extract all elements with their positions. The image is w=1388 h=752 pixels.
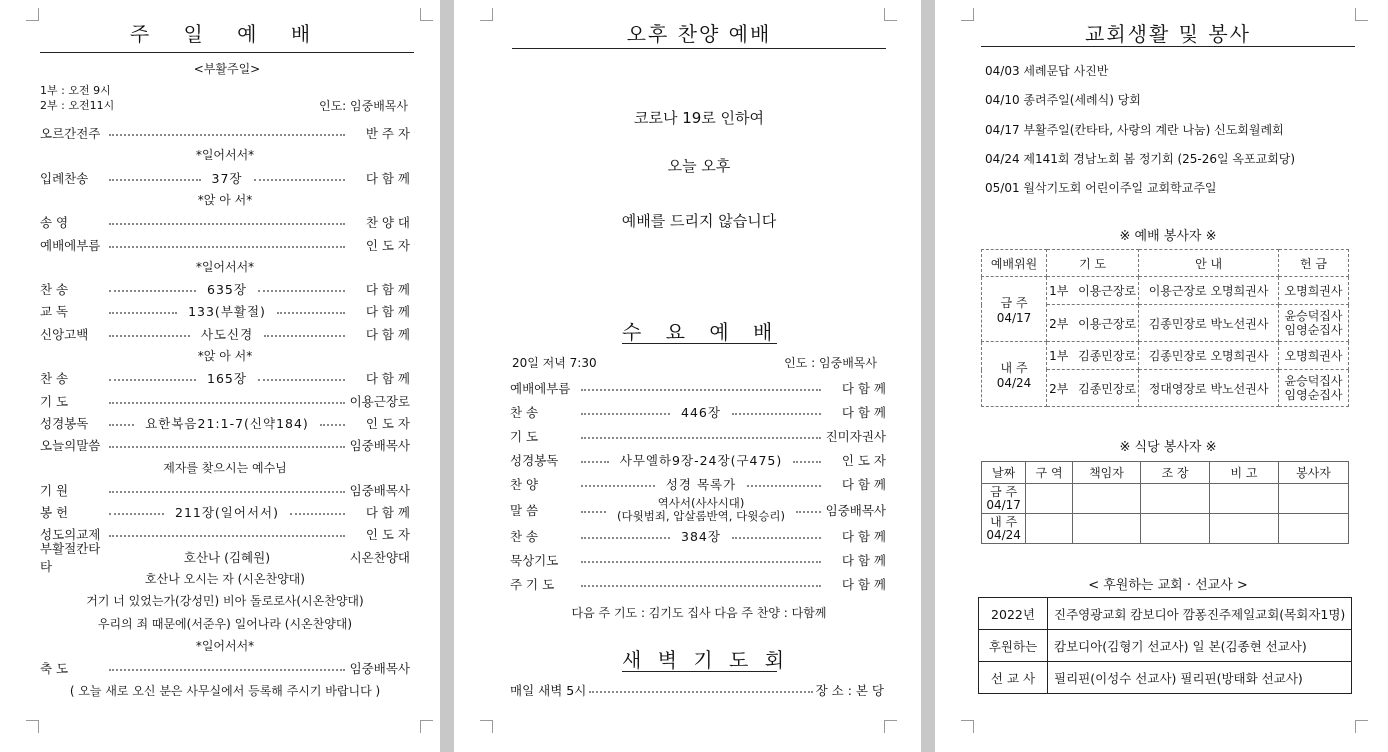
order-item xyxy=(510,574,886,593)
order-item-label: 입례찬송 xyxy=(40,170,89,186)
order-item xyxy=(510,526,886,545)
order-item-label: 찬 송 xyxy=(510,528,539,544)
order-item-person: 임중배목사 xyxy=(349,482,410,498)
col-committee: 예배위원 xyxy=(982,250,1047,277)
support-label: 후원하는 xyxy=(979,630,1048,662)
church-life-rule xyxy=(981,46,1355,47)
guide-names: 김종민장로 오명희권사 xyxy=(1139,342,1279,370)
order-item-label: 부활절칸타타 xyxy=(40,540,101,574)
table-row xyxy=(979,630,1352,662)
order-item-person: 다 함 께 xyxy=(365,505,410,521)
order-item-label: 성경봉독 xyxy=(510,452,559,468)
order-item-person: 다 함 께 xyxy=(841,528,886,544)
order-item-person: 인 도 자 xyxy=(365,527,410,543)
col-date: 날짜 xyxy=(982,462,1026,484)
order-item-label: 성도의교제 xyxy=(40,527,101,543)
order-item-person: 다 함 께 xyxy=(365,282,410,298)
order-item-detail: 호산나 (김혜원) xyxy=(183,549,271,565)
dawn-title-rule xyxy=(622,671,777,672)
table-row xyxy=(982,484,1349,514)
order-item-detail: 635장 xyxy=(199,280,255,298)
page-sunday-worship xyxy=(0,0,440,752)
order-item xyxy=(40,124,410,142)
sunday-subtitle: <부활주일> xyxy=(193,62,261,76)
order-item-label: 찬 송 xyxy=(510,404,539,420)
service-part: 2부 xyxy=(1049,381,1069,396)
col-prayer: 기 도 xyxy=(1047,250,1139,277)
order-item-person: 다 함 께 xyxy=(841,380,886,396)
order-item-person: 찬 양 대 xyxy=(365,215,410,231)
order-item-label: 기 원 xyxy=(40,482,69,498)
offering-name: 임영순집사 xyxy=(1284,323,1343,338)
order-item xyxy=(40,481,410,499)
order-item-label: 성경봉독 xyxy=(40,415,89,431)
order-item xyxy=(40,213,410,231)
week-date: 04/24 xyxy=(986,527,1021,542)
next-week-note: 다음 주 기도 : 김기도 집사 다음 주 찬양 : 다함께 xyxy=(571,606,827,620)
table-row xyxy=(979,662,1352,694)
order-note: 호산나 오시는 자 (시온찬양대) xyxy=(145,572,305,586)
order-item-person: 시온찬양대 xyxy=(349,549,410,565)
page-afternoon-wednesday xyxy=(454,0,921,752)
support-text: 진주영광교회 캄보디아 깜퐁진주제일교회(목회자1명) xyxy=(1048,598,1352,630)
support-title: < 후원하는 교회 · 선교사 > xyxy=(1088,578,1248,593)
order-item xyxy=(40,540,410,574)
sunday-worship-title: 주 일 예 배 xyxy=(129,22,325,46)
col-manager: 책임자 xyxy=(1072,462,1140,484)
prayer-name: 김종민장로 xyxy=(1078,381,1137,396)
dawn-prayer-title: 새 벽 기 도 회 xyxy=(622,648,790,672)
service-time-2: 2부 : 오전11시 xyxy=(40,99,115,112)
order-note: 제자를 찾으시는 예수님 xyxy=(163,460,287,475)
order-item-person: 다 함 께 xyxy=(841,404,886,420)
guide-names: 이용근장로 오명희권사 xyxy=(1139,277,1279,305)
order-item xyxy=(40,169,410,187)
order-note: *일어서서* xyxy=(195,638,255,653)
support-table xyxy=(978,597,1352,694)
kitchen-volunteers-table xyxy=(981,461,1349,544)
col-guide: 안 내 xyxy=(1139,250,1279,277)
order-item xyxy=(40,392,410,410)
order-note: 거기 너 있었는가(강성민) 비아 돌로로사(시온찬양대) xyxy=(86,594,364,609)
order-item xyxy=(40,659,410,677)
prayer-name: 이용근장로 xyxy=(1078,316,1137,331)
offering-name: 오명희권사 xyxy=(1279,342,1349,370)
order-item-detail: 37장 xyxy=(204,169,251,187)
order-item xyxy=(40,414,410,432)
order-note: ( 오늘 새로 오신 분은 사무실에서 등록해 주시기 바랍니다 ) xyxy=(69,683,381,698)
service-part: 1부 xyxy=(1049,284,1069,299)
order-note: *앉 아 서* xyxy=(197,349,253,363)
order-item-person: 이용근장로 xyxy=(349,393,410,409)
order-item-label: 송 영 xyxy=(40,215,69,231)
wednesday-leader: 인도 : 임중배목사 xyxy=(784,356,877,370)
sunday-leader: 인도: 임중배목사 xyxy=(318,99,408,113)
prayer-name: 이용근장로 xyxy=(1078,284,1137,299)
order-item-detail: 사도신경 xyxy=(193,325,261,343)
wednesday-title-rule xyxy=(622,343,777,344)
order-item-detail: 165장 xyxy=(199,369,255,387)
service-time-1: 1부 : 오전 9시 xyxy=(40,84,111,97)
guide-names: 정대영장로 박노선권사 xyxy=(1139,370,1279,407)
service-part: 1부 xyxy=(1049,349,1069,364)
order-item-label: 예배에부름 xyxy=(40,237,101,253)
worship-volunteers-table xyxy=(981,249,1349,407)
order-item-person: 다 함 께 xyxy=(841,576,886,592)
notice-line-2: 오늘 오후 xyxy=(667,157,731,175)
order-note: 우리의 죄 때문에(서준우) 일어나라 (시온찬양대) xyxy=(97,616,353,631)
support-label: 선 교 사 xyxy=(979,662,1048,694)
wednesday-time: 20일 저녁 7:30 xyxy=(512,356,597,370)
order-item-detail-line: 역사서(사사시대) xyxy=(657,495,745,510)
order-item xyxy=(40,369,410,387)
week-label: 내 주 xyxy=(990,514,1018,529)
wednesday-worship-title: 수 요 예 배 xyxy=(622,320,782,344)
offering-name: 윤승덕집사 xyxy=(1284,374,1343,389)
order-note: *앉 아 서* xyxy=(197,192,253,207)
order-item-detail: 133(부활절) xyxy=(180,302,274,320)
order-item xyxy=(510,474,886,493)
afternoon-title-rule xyxy=(512,48,886,49)
order-item-person: 인 도 자 xyxy=(365,237,410,253)
event-3: 04/24 제141회 경남노회 봄 정기회 (25-26일 옥포교회당) xyxy=(985,152,1296,166)
order-item-label: 예배에부름 xyxy=(510,380,571,396)
order-item xyxy=(510,495,887,523)
week-label: 내 주 xyxy=(1000,360,1028,375)
week-date: 04/17 xyxy=(986,497,1021,512)
support-text: 캄보디아(김형기 선교사) 일 본(김종현 선교사) xyxy=(1048,630,1352,662)
order-item xyxy=(510,426,886,445)
dawn-time: 매일 새벽 5시 xyxy=(510,683,587,698)
order-item-label: 오르간전주 xyxy=(40,126,101,141)
order-item-person: 인 도 자 xyxy=(841,452,887,468)
kitchen-volunteers-title: ※ 식당 봉사자 ※ xyxy=(1119,440,1217,455)
col-volunteer: 봉사자 xyxy=(1278,462,1348,484)
dawn-place: 장 소 : 본 당 xyxy=(815,683,884,698)
order-item-person: 다 함 께 xyxy=(841,476,887,492)
col-note: 비 고 xyxy=(1210,462,1279,484)
order-item-label: 축 도 xyxy=(40,661,69,677)
order-item-person: 다 함 께 xyxy=(365,371,410,387)
order-item-label: 찬 양 xyxy=(510,476,539,492)
order-item-label: 찬 송 xyxy=(40,371,69,387)
order-item xyxy=(510,402,886,421)
order-item-detail: 446장 xyxy=(673,403,729,421)
col-district: 구 역 xyxy=(1026,462,1073,484)
order-item xyxy=(40,302,410,320)
order-item-person: 인 도 자 xyxy=(365,415,411,431)
week-label: 금 주 xyxy=(1000,295,1028,310)
order-item xyxy=(40,280,410,298)
offering-name: 오명희권사 xyxy=(1279,277,1349,305)
page-church-life xyxy=(935,0,1388,752)
title-rule xyxy=(40,52,414,53)
offering-name: 윤승덕집사 xyxy=(1284,309,1343,324)
order-item-detail: 사무엘하9장-24장(구475) xyxy=(612,451,791,469)
order-item-person: 반 주 자 xyxy=(365,126,410,141)
order-item-person: 다 함 께 xyxy=(365,170,411,186)
church-life-title: 교회생활 및 봉사 xyxy=(1085,22,1251,46)
order-item-label: 말 씀 xyxy=(510,502,539,518)
order-item-person: 다 함 께 xyxy=(841,552,886,568)
order-item-person: 임중배목사 xyxy=(825,502,887,518)
order-item xyxy=(40,325,410,343)
page-gutter-right xyxy=(921,0,935,752)
service-part: 2부 xyxy=(1049,316,1069,331)
order-note: *일어서서* xyxy=(195,148,255,163)
order-item-detail: 성경 목록가 xyxy=(658,475,744,493)
order-item xyxy=(40,436,410,454)
order-item-label: 기 도 xyxy=(510,428,539,444)
support-label: 2022년 xyxy=(979,598,1048,630)
order-item-detail: 211장(일어서서) xyxy=(167,503,287,521)
week-label: 금 주 xyxy=(990,484,1018,499)
week-date: 04/17 xyxy=(996,310,1032,325)
order-item-label: 오늘의말씀 xyxy=(40,438,101,454)
order-note: *일어서서* xyxy=(195,259,255,274)
order-item-label: 기 도 xyxy=(40,393,69,409)
offering-name: 임영순집사 xyxy=(1284,388,1343,403)
afternoon-worship-title: 오후 찬양 예배 xyxy=(626,22,772,46)
order-item xyxy=(40,236,410,254)
table-row xyxy=(982,514,1349,544)
order-item-person: 임중배목사 xyxy=(349,438,410,454)
week-date: 04/24 xyxy=(996,375,1032,390)
table-row xyxy=(982,277,1349,305)
order-item-person: 다 함 께 xyxy=(365,304,410,320)
order-item-person: 임중배목사 xyxy=(349,661,410,677)
order-item xyxy=(510,450,886,469)
support-text: 필리핀(이성수 선교사) 필리핀(방태화 선교사) xyxy=(1048,662,1352,694)
order-item-label: 신앙고백 xyxy=(40,326,89,342)
order-item-person: 다 함 께 xyxy=(365,326,410,342)
order-item-detail-line: (다윗범죄, 압살롬반역, 다윗승리) xyxy=(617,508,786,523)
prayer-name: 김종민장로 xyxy=(1078,349,1137,364)
order-item-detail: 384장 xyxy=(673,527,729,545)
table-row xyxy=(982,342,1349,370)
order-item-detail: 요한복음21:1-7(신약184) xyxy=(137,414,317,432)
dawn-prayer-row xyxy=(510,681,884,699)
order-item xyxy=(510,550,886,569)
col-leader: 조 장 xyxy=(1141,462,1210,484)
event-4: 05/01 월삭기도회 어린이주일 교회학교주일 xyxy=(985,181,1217,195)
table-row xyxy=(979,598,1352,630)
col-offering: 헌 금 xyxy=(1279,250,1349,277)
order-item-detail xyxy=(609,497,793,523)
order-item-label: 교 독 xyxy=(40,304,69,320)
event-0: 04/03 세례문답 사진반 xyxy=(985,64,1109,78)
guide-names: 김종민장로 박노선권사 xyxy=(1139,305,1279,342)
order-item xyxy=(510,378,886,397)
page-gutter-left xyxy=(440,0,454,752)
worship-volunteers-title: ※ 예배 봉사자 ※ xyxy=(1119,229,1217,244)
notice-line-3: 예배를 드리지 않습니다 xyxy=(621,212,777,230)
order-item-label: 찬 송 xyxy=(40,282,69,298)
order-item-label: 묵상기도 xyxy=(510,552,559,568)
notice-line-1: 코로나 19로 인하여 xyxy=(633,109,765,127)
order-item-label: 주 기 도 xyxy=(510,576,555,592)
event-2: 04/17 부활주일(칸타타, 사랑의 계란 나눔) 신도회월례회 xyxy=(985,123,1284,137)
order-item-person: 진미자권사 xyxy=(825,428,886,444)
order-item xyxy=(40,503,410,521)
order-item-label: 봉 헌 xyxy=(40,505,69,521)
event-1: 04/10 종려주일(세례식) 당회 xyxy=(985,93,1141,107)
